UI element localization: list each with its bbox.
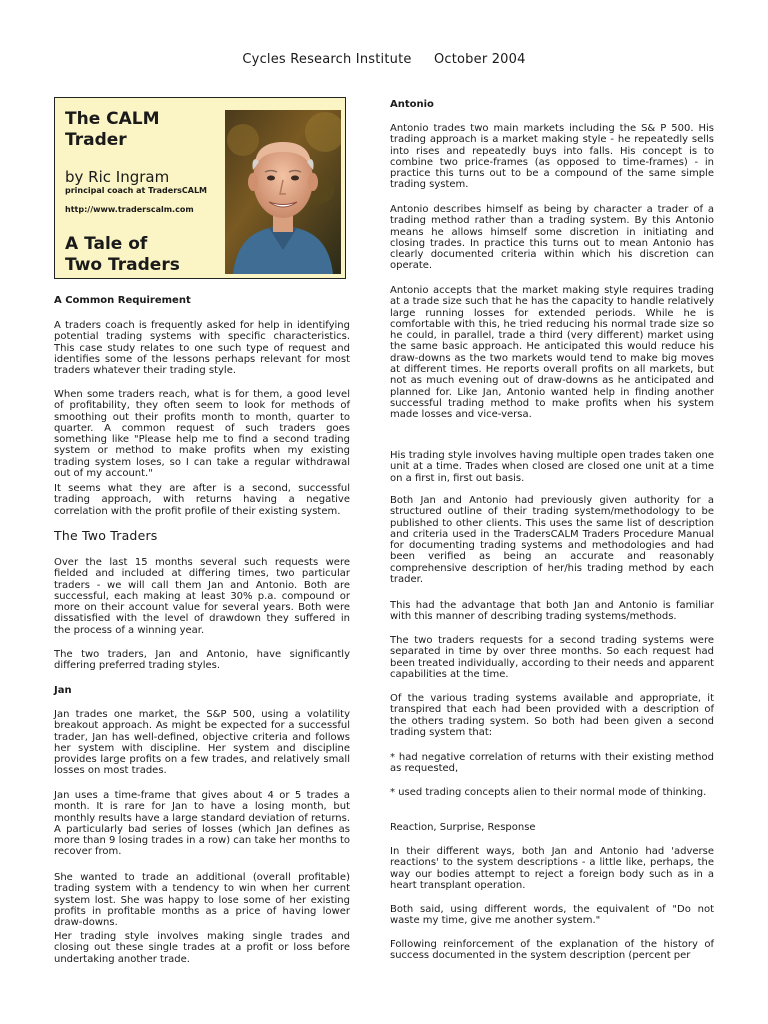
title-line-1: The CALM [65, 109, 160, 129]
paragraph: Both Jan and Antonio had previously given authority for a structured outline of their trading system/methodology to be published to other clients. This uses the same list of description and criteria used in the TradersCALM Traders Procedure Manual for documenting trading systems and methodologies and had been verified as being an accurate and reasonably comprehensive description of her/his trading method by each trader. [390, 495, 714, 586]
section-heading-two-traders: The Two Traders [54, 528, 158, 543]
institute-name: Cycles Research Institute [242, 52, 412, 67]
section-heading-jan: Jan [54, 685, 72, 696]
author-role: principal coach at TradersCALM [65, 186, 208, 195]
paragraph: Antonio trades two main markets including the S& P 500. His trading approach is a market making style - he repeatedly sells into rises and repeatedly buys into falls. His concept is to combine two price-frames (as opposed to time-frames) - in practice this turns out to be a compound of the same simple trading system. [390, 123, 714, 191]
author-byline: by Ric Ingram [65, 168, 170, 186]
paragraph: When some traders reach, what is for them, a good level of profitability, they often seem to look for methods of smoothing out their profits month to month, quarter to quarter. A common request of such traders goes something like "Please help me to find a second trading system or method to make profits when my existing trading system loses, so I can take a regular withdrawal out of my account." [54, 389, 350, 480]
paragraph: Jan uses a time-frame that gives about 4 or 5 trades a month. It is rare for Jan to have a losing month, but monthly results have a large standard deviation of returns. A particularly bad series of losses (which Jan defines as more than 9 losing trades in a row) can take her months to recover from. [54, 790, 350, 858]
section-subheading-reaction: Reaction, Surprise, Response [390, 822, 536, 833]
bullet-item: * used trading concepts alien to their normal mode of thinking. [390, 787, 707, 798]
section-heading-antonio: Antonio [390, 99, 434, 110]
paragraph: Antonio describes himself as being by character a trader of a trading method rather than a trading system. By this Antonio means he allows himself some discretion in initiating and closing trades. In practice this turns out to mean Antonio has clearly documented criteria within which his discretion can operate. [390, 204, 714, 272]
page-header [0, 52, 768, 67]
paragraph: This had the advantage that both Jan and Antonio is familiar with this manner of describing trading systems/methods. [390, 600, 714, 623]
paragraph: Over the last 15 months several such requests were fielded and included at differing times, two particular traders - we will call them Jan and Antonio. Both are successful, each making at least 30% p.a. compound or more on their account value for several years. Both were dissatisfied with the level of drawdown they suffered in the process of a winning year. [54, 557, 350, 636]
issue-date: October 2004 [433, 52, 526, 67]
paragraph: A traders coach is frequently asked for help in identifying potential trading systems with specific characteristics. This case study relates to one such type of request and identifies some of the lessons perhaps relevant for most traders whatever their trading style. [54, 320, 350, 377]
subtitle-line-2: Two Traders [65, 255, 180, 275]
paragraph: Antonio accepts that the market making style requires trading at a trade size such that he has the capacity to handle relatively large running losses for extended periods. While he is comfortable with this, he tried reducing his normal trade size so he could, in parallel, trade a third (very different) market using the same basic approach. He anticipated this would reduce his draw-downs as the two markets would tend to make big moves at different times. He reports overall profits on all markets, but not as much evening out of draw-downs as he anticipated and planned for. Like Jan, Antonio wanted help in finding another successful trading method to make profits when his system made losses and vice-versa. [390, 285, 714, 421]
paragraph: It seems what they are after is a second, successful trading approach, with returns having a negative correlation with the profit profile of their existing system. [54, 483, 350, 517]
paragraph: The two traders requests for a second trading systems were separated in time by over three months. So each request had been treated individually, according to their needs and apparent capabilities at the time. [390, 635, 714, 680]
paragraph: His trading style involves having multiple open trades taken one unit at a time. Trades when closed are closed one unit at a time on a first in, first out basis. [390, 450, 714, 484]
article-title [65, 109, 160, 151]
paragraph: In their different ways, both Jan and Antonio had 'adverse reactions' to the system descriptions - a little like, perhaps, the way our bodies attempt to reject a foreign body such as in a heart transplant operation. [390, 846, 714, 891]
paragraph: Her trading style involves making single trades and closing out these single trades at a profit or loss before undertaking another trade. [54, 931, 350, 965]
paragraph: The two traders, Jan and Antonio, have significantly differing preferred trading styles. [54, 649, 350, 672]
subtitle-line-1: A Tale of [65, 234, 148, 254]
bullet-item: * had negative correlation of returns with their existing method as requested, [390, 752, 714, 775]
paragraph: Jan trades one market, the S&P 500, using a volatility breakout approach. As might be expected for a successful trader, Jan has well-defined, objective criteria and follows her system with discipline. Her system and discipline provides large profits on a few trades, and relatively small losses on most trades. [54, 709, 350, 777]
paragraph: Of the various trading systems available and appropriate, it transpired that each had been provided with a description of the others trading system. So both had been given a second trading system that: [390, 693, 714, 738]
title-line-2: Trader [65, 130, 127, 150]
paragraph: Following reinforcement of the explanation of the history of success documented in the system description (percent per [390, 939, 714, 962]
paragraph: Both said, using different words, the equivalent of "Do not waste my time, give me another system." [390, 904, 714, 927]
section-heading-common-requirement: A Common Requirement [54, 295, 191, 306]
author-url: http://www.traderscalm.com [65, 205, 194, 214]
paragraph: She wanted to trade an additional (overall profitable) trading system with a tendency to win when her current system lost. She was happy to lose some of her existing profits in profitable months as a price of having lower draw-downs. [54, 872, 350, 929]
article-title-box [54, 97, 346, 279]
author-photo [225, 110, 341, 274]
article-subtitle [65, 234, 180, 276]
